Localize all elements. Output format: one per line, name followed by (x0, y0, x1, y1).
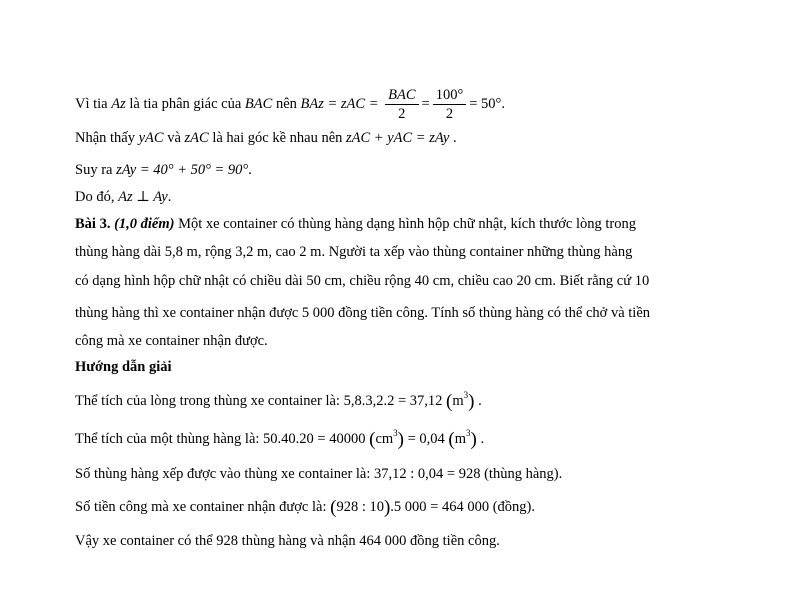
problem-3-line-3: có dạng hình hộp chữ nhật có chiều dài 50 cm, chiều rộng 40 cm, chiều cao 20 cm. Biết rằng cứ 10 (75, 273, 650, 289)
text: là tia phân giác của (125, 95, 245, 112)
solution-line-wage (75, 497, 535, 518)
paren-open: ( (330, 497, 337, 518)
fraction-numerator: BAC (385, 86, 418, 105)
text: . (501, 95, 505, 112)
solution-line-4 (75, 187, 171, 207)
text: Suy ra (75, 162, 117, 178)
paren-open: ( (369, 429, 376, 450)
text: Thể tích của một thùng hàng là: 50.40.20 = 40000 (75, 431, 370, 447)
problem-3-line-4: thùng hàng thì xe container nhận được 5 000 đồng tiền công. Tính số thùng hàng có thể chở và tiền (75, 305, 651, 321)
math-equation: zAC + yAC = zAy (346, 130, 450, 146)
solution-heading (75, 357, 172, 377)
problem-number: Bài 3. (75, 216, 111, 232)
solution-conclusion: Vậy xe container có thể 928 thùng hàng và nhận 464 000 đồng tiền công. (75, 533, 500, 549)
text: . (449, 130, 457, 146)
math-equation: Az ⊥ Ay (118, 189, 168, 205)
text: là hai góc kề nhau nên (208, 130, 346, 146)
fraction-numerator: 100° (433, 86, 467, 105)
superscript: 3 (466, 428, 471, 438)
superscript: 3 (393, 428, 398, 438)
solution-line-volume (75, 391, 482, 412)
unit: cm (375, 431, 394, 447)
paren-open: ( (446, 391, 453, 412)
text: Nhận thấy (75, 130, 139, 146)
text: . (248, 162, 252, 178)
unit: m (454, 431, 467, 447)
paren-close: ) (383, 497, 391, 518)
math-var: Az (111, 95, 126, 112)
text: Vì tia (75, 95, 112, 112)
math-var: zAC (184, 130, 209, 146)
fraction-denominator: 2 (445, 106, 454, 122)
math-var: BAC (244, 95, 273, 112)
text: . (474, 393, 482, 409)
unit: m (452, 393, 464, 409)
fraction (385, 86, 418, 123)
paren-open: ( (448, 429, 455, 450)
text: Thể tích của lòng trong thùng xe container là: 5,8.3,2.2 = 37,12 (75, 393, 446, 409)
problem-points: (1,0 điểm) (110, 216, 175, 232)
text: .5 000 = 464 000 (đồng). (390, 499, 536, 515)
problem-3-line-1 (75, 214, 636, 234)
text: và (163, 130, 185, 146)
text: . (167, 189, 172, 205)
math-equation: BAz = zAC = (300, 95, 379, 112)
solution-line-count: Số thùng hàng xếp được vào thùng xe container là: 37,12 : 0,04 = 928 (thùng hàng). (75, 466, 563, 482)
superscript: 3 (463, 390, 469, 400)
solution-line-3 (75, 160, 252, 180)
text: . (476, 431, 485, 447)
paren-close: ) (397, 429, 404, 450)
math-var: yAC (138, 130, 164, 146)
text: Số tiền công mà xe container nhận được là: (75, 499, 331, 515)
math-equation: zAy = 40° + 50° = 90° (116, 162, 249, 178)
math-expression: 928 : 10 (336, 499, 384, 515)
math-result: = 50° (469, 95, 502, 112)
text: Một xe container có thùng hàng dạng hình hộp chữ nhật, kích thước lòng trong (174, 216, 636, 232)
solution-line-2 (75, 128, 457, 148)
text: Do đó, (75, 189, 119, 205)
problem-3-line-5: công mà xe container nhận được. (75, 333, 268, 349)
paren-close: ) (468, 391, 475, 412)
solution-line-1 (75, 86, 505, 123)
math-equals: = (421, 95, 430, 112)
fraction-denominator: 2 (398, 106, 406, 122)
text: nên (272, 95, 301, 112)
heading-text: Hướng dẫn giải (75, 359, 172, 375)
text: = 0,04 (403, 431, 449, 447)
solution-line-box-volume (75, 429, 484, 450)
paren-close: ) (470, 429, 477, 450)
fraction (433, 86, 467, 123)
problem-3-line-2: thùng hàng dài 5,8 m, rộng 3,2 m, cao 2 m. Người ta xếp vào thùng container những thùng hàng (75, 244, 633, 260)
